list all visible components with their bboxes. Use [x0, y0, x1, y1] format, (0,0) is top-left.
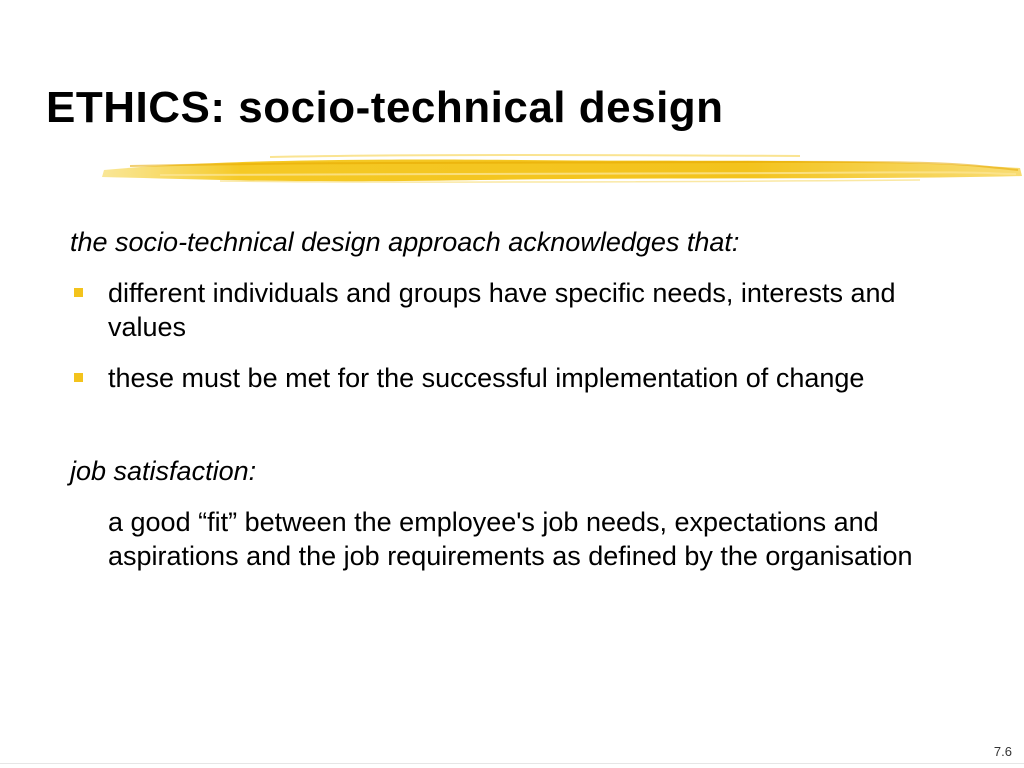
intro-text: the socio-technical design approach acknowledges that: [70, 227, 740, 257]
square-bullet-icon [74, 288, 83, 297]
title-underline-brush [100, 150, 1024, 186]
slide-title: ETHICS: socio-technical design [46, 83, 724, 132]
subheading: job satisfaction: [70, 456, 257, 486]
bullet-text: different individuals and groups have specific needs, interests and values [108, 278, 896, 342]
footer-divider [0, 763, 1024, 764]
spacer [70, 412, 970, 454]
bullet-item [70, 361, 970, 395]
square-bullet-icon [74, 373, 83, 382]
bullet-item [70, 276, 970, 344]
definition-text: a good “fit” between the employee's job needs, expectations and aspirations and the job requirements as defined by the organisation [108, 507, 913, 571]
page-number: 7.6 [993, 744, 1012, 759]
slide-body [70, 225, 970, 573]
bullet-text: these must be met for the successful implementation of change [108, 363, 865, 393]
